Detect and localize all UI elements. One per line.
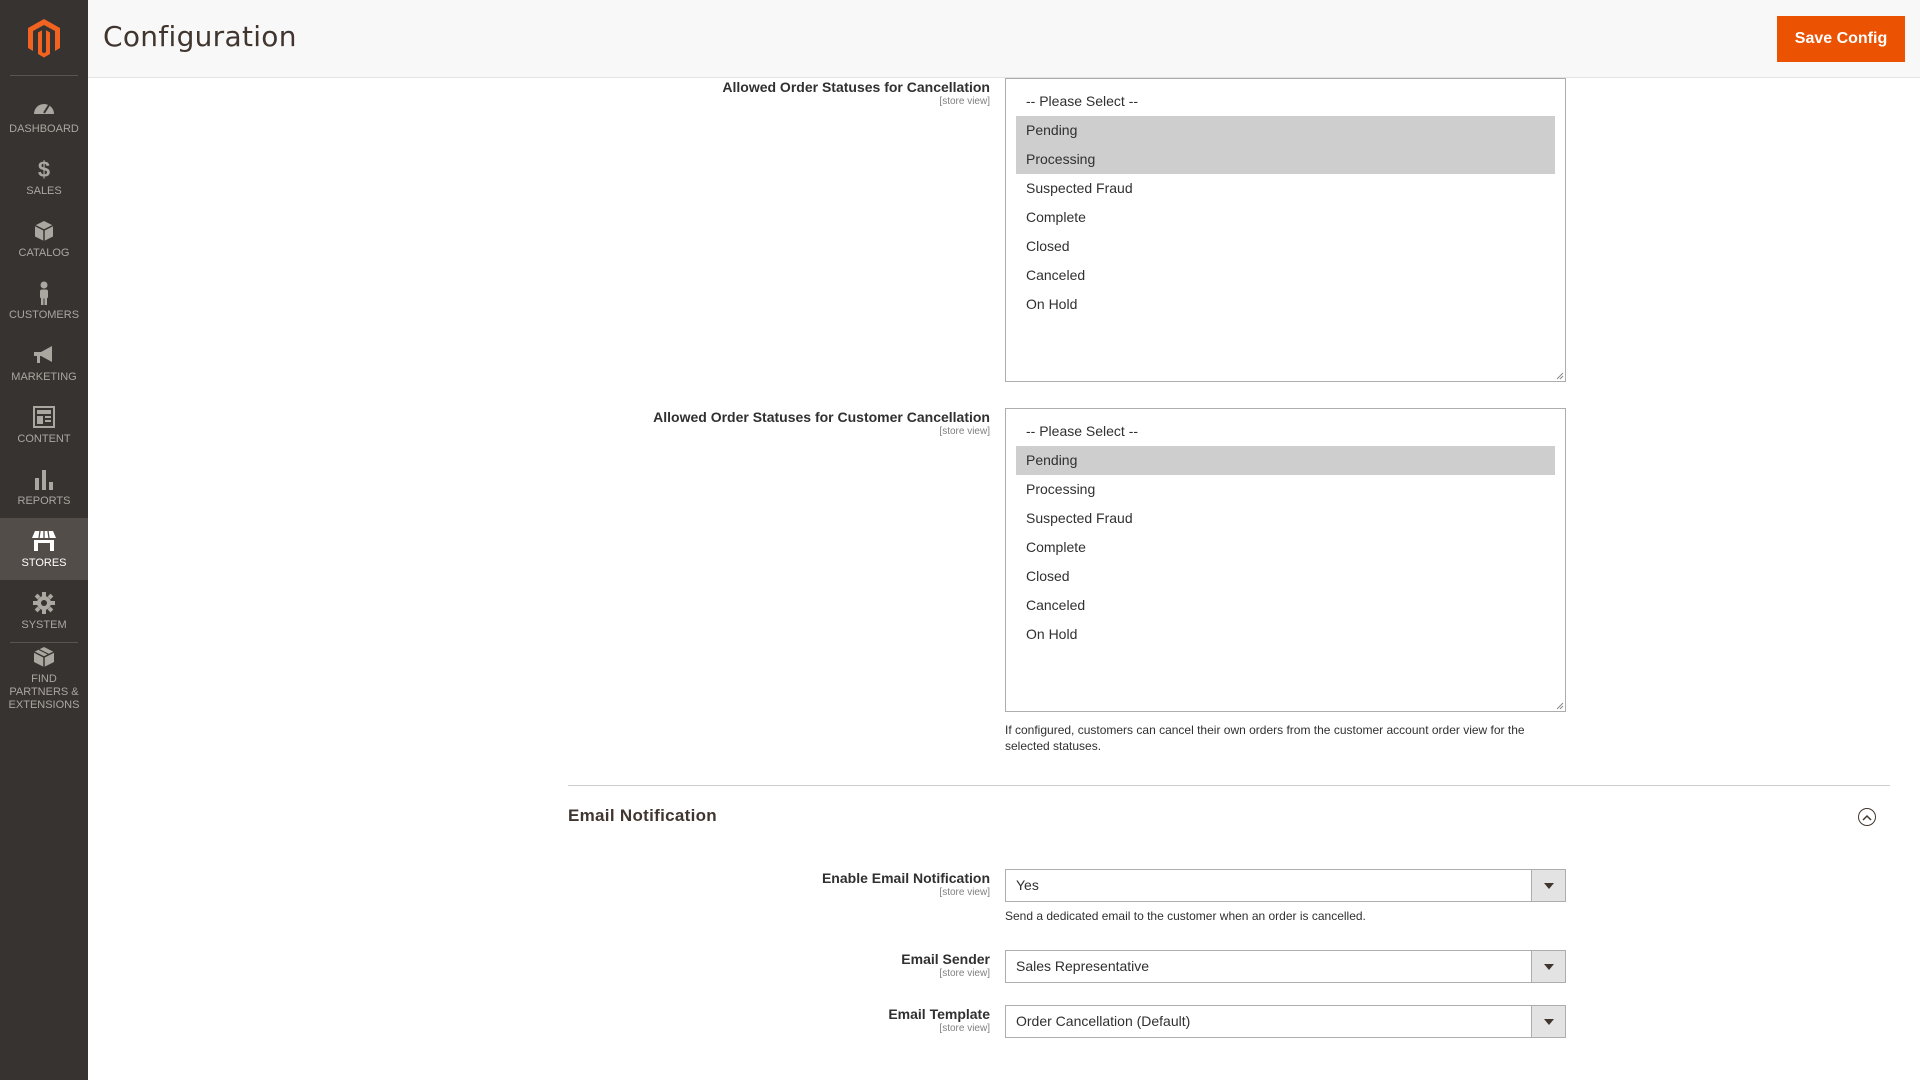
sidebar-item-label: REPORTS bbox=[17, 495, 71, 507]
section-divider bbox=[568, 785, 1890, 786]
gear-icon bbox=[31, 590, 57, 616]
person-icon bbox=[31, 280, 57, 306]
sidebar-item-sales[interactable] bbox=[0, 146, 88, 208]
email-template-select[interactable] bbox=[1005, 1005, 1566, 1038]
storefront-icon bbox=[31, 528, 57, 554]
megaphone-icon bbox=[31, 342, 57, 368]
option-complete[interactable]: Complete bbox=[1026, 539, 1086, 555]
option-pending[interactable]: Pending bbox=[1016, 446, 1555, 475]
option-canceled[interactable]: Canceled bbox=[1026, 267, 1086, 283]
option-please-select[interactable]: -- Please Select -- bbox=[1026, 93, 1139, 109]
chevron-down-icon[interactable] bbox=[1531, 1006, 1565, 1037]
resize-handle-icon[interactable] bbox=[1556, 372, 1564, 380]
magento-logo[interactable] bbox=[10, 0, 78, 76]
customer-cancel-statuses-multiselect[interactable] bbox=[1005, 408, 1566, 712]
sidebar-item-marketing[interactable] bbox=[0, 332, 88, 394]
collapse-section-icon[interactable] bbox=[1858, 808, 1876, 826]
chevron-down-icon[interactable] bbox=[1531, 870, 1565, 901]
email-sender-select[interactable] bbox=[1005, 950, 1566, 983]
option-complete[interactable]: Complete bbox=[1026, 209, 1086, 225]
sidebar-item-label: MARKETING bbox=[11, 371, 77, 383]
page-header bbox=[88, 0, 1920, 78]
sidebar-item-dashboard[interactable] bbox=[0, 84, 88, 146]
sidebar-item-label: CONTENT bbox=[17, 433, 71, 445]
customer-cancel-statuses-scope: [store view] bbox=[939, 426, 990, 437]
chevron-down-icon[interactable] bbox=[1531, 951, 1565, 982]
sidebar-item-catalog[interactable] bbox=[0, 208, 88, 270]
cancel-statuses-multiselect[interactable] bbox=[1005, 78, 1566, 382]
sidebar-item-label: FIND PARTNERS & EXTENSIONS bbox=[8, 673, 80, 711]
option-suspected-fraud[interactable]: Suspected Fraud bbox=[1026, 180, 1133, 196]
enable-email-value: Yes bbox=[1016, 877, 1039, 893]
layout-icon bbox=[31, 404, 57, 430]
sidebar-item-label: DASHBOARD bbox=[9, 123, 79, 135]
cancel-statuses-label: Allowed Order Statuses for Cancellation bbox=[722, 79, 990, 95]
sidebar-item-label: CATALOG bbox=[18, 247, 70, 259]
sidebar-item-label: SYSTEM bbox=[21, 619, 67, 631]
option-processing[interactable]: Processing bbox=[1026, 481, 1096, 497]
customer-cancel-note: If configured, customers can cancel their own orders from the customer account order view for the selected statuses. bbox=[1005, 723, 1525, 753]
option-pending[interactable]: Pending bbox=[1016, 116, 1555, 145]
option-suspected-fraud[interactable]: Suspected Fraud bbox=[1026, 510, 1133, 526]
enable-email-scope: [store view] bbox=[939, 887, 990, 898]
email-sender-value: Sales Representative bbox=[1016, 958, 1150, 974]
dollar-icon: $ bbox=[37, 156, 51, 182]
sidebar-item-content[interactable] bbox=[0, 394, 88, 456]
email-notification-section-title[interactable]: Email Notification bbox=[568, 806, 717, 825]
customer-cancel-statuses-label: Allowed Order Statuses for Customer Cancellation bbox=[653, 409, 990, 425]
email-template-label: Email Template bbox=[888, 1006, 990, 1022]
sidebar-item-label: STORES bbox=[21, 557, 67, 569]
save-config-button[interactable]: Save Config bbox=[1777, 16, 1905, 62]
option-on-hold[interactable]: On Hold bbox=[1026, 296, 1078, 312]
option-processing[interactable]: Processing bbox=[1016, 145, 1555, 174]
sidebar-item-find-partners[interactable] bbox=[0, 643, 88, 713]
cubes-icon bbox=[31, 644, 57, 670]
email-sender-label: Email Sender bbox=[901, 951, 990, 967]
page-title: Configuration bbox=[103, 20, 297, 53]
option-closed[interactable]: Closed bbox=[1026, 568, 1070, 584]
sidebar-item-customers[interactable] bbox=[0, 270, 88, 332]
email-sender-scope: [store view] bbox=[939, 968, 990, 979]
option-canceled[interactable]: Canceled bbox=[1026, 597, 1086, 613]
option-please-select[interactable]: -- Please Select -- bbox=[1026, 423, 1139, 439]
magento-logo-icon bbox=[27, 18, 61, 58]
admin-sidebar bbox=[0, 0, 88, 1080]
sidebar-item-system[interactable] bbox=[0, 580, 88, 642]
email-template-value: Order Cancellation (Default) bbox=[1016, 1013, 1191, 1029]
email-template-scope: [store view] bbox=[939, 1023, 990, 1034]
dashboard-icon bbox=[31, 94, 57, 120]
enable-email-select[interactable] bbox=[1005, 869, 1566, 902]
cancel-statuses-scope: [store view] bbox=[939, 96, 990, 107]
sidebar-item-stores[interactable] bbox=[0, 518, 88, 580]
option-closed[interactable]: Closed bbox=[1026, 238, 1070, 254]
option-on-hold[interactable]: On Hold bbox=[1026, 626, 1078, 642]
cube-icon bbox=[31, 218, 57, 244]
bar-chart-icon bbox=[31, 466, 57, 492]
sidebar-item-reports[interactable] bbox=[0, 456, 88, 518]
enable-email-label: Enable Email Notification bbox=[821, 870, 990, 886]
sidebar-item-label: CUSTOMERS bbox=[8, 309, 80, 321]
enable-email-note: Send a dedicated email to the customer when an order is cancelled. bbox=[1005, 909, 1366, 923]
sidebar-item-label: SALES bbox=[26, 185, 62, 197]
resize-handle-icon[interactable] bbox=[1556, 702, 1564, 710]
